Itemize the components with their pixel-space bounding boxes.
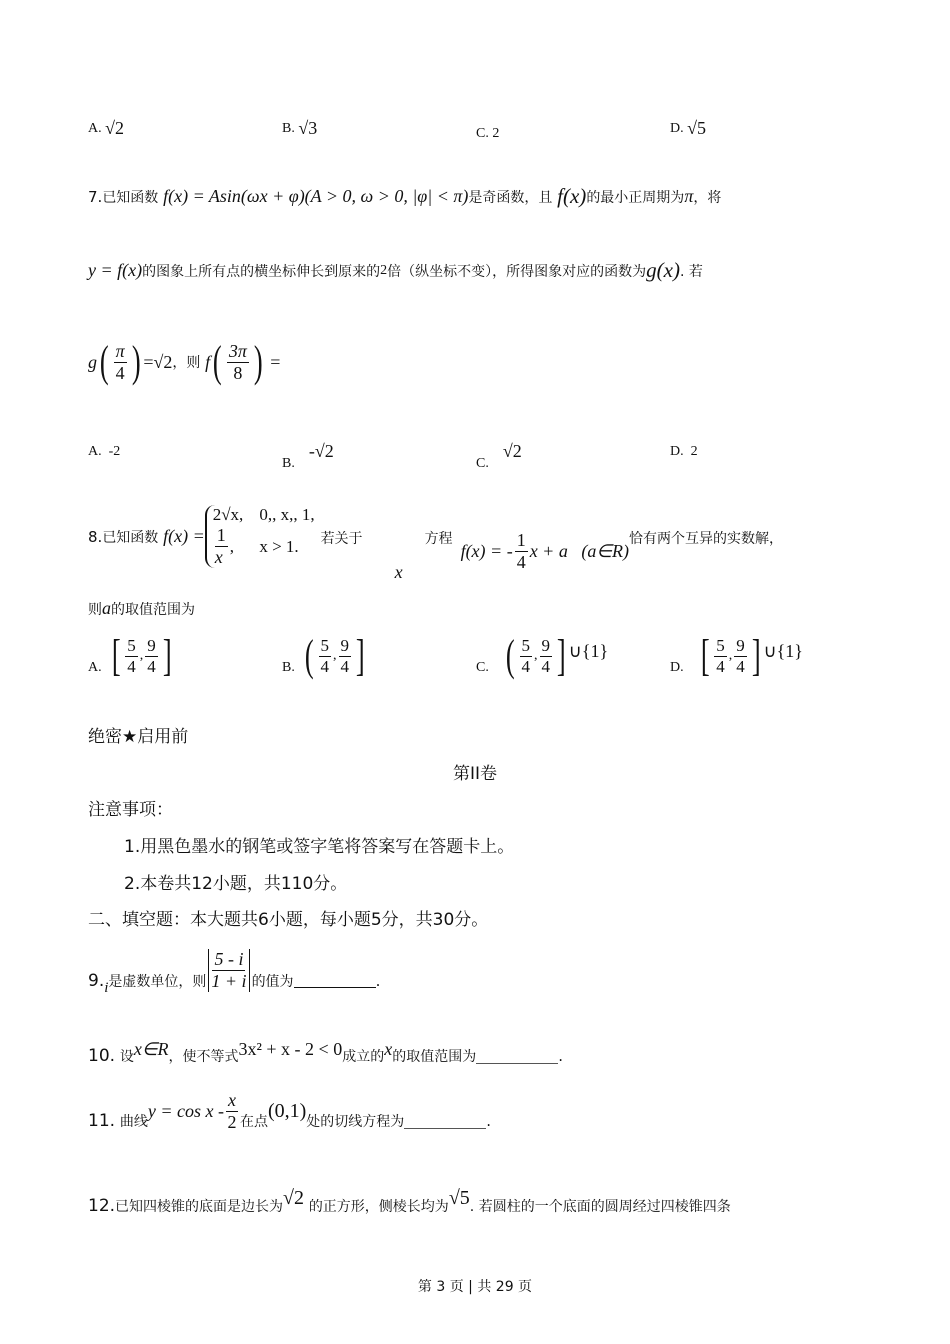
option-label: B. [282,660,295,675]
option-value: √5 [687,118,707,138]
text: 恰有两个互异的实数解， [629,531,783,547]
option-label: C. [476,126,489,141]
option-label: D. [670,444,684,459]
q8-line2 [88,598,195,619]
question-number: 12. [88,1196,116,1216]
text: 是虚数单位，则 [108,973,207,990]
math-expr: f(x) = [163,526,205,546]
text: 若关于 [320,531,363,547]
text: 的正方形，侧棱长均为 [308,1199,449,1215]
math-expr: √5 [448,1186,470,1209]
q12 [88,1180,731,1216]
extra: ∪{1} [568,640,609,661]
math-expr: g [88,351,97,372]
q6-option-a [88,118,124,139]
text: 处的切线方程为 [306,1114,405,1131]
bracket: [ [700,631,710,680]
math-expr: 3x² + x - 2 < 0 [238,1038,343,1059]
case-expr: 2√x, [212,505,244,525]
numerator: 9 [147,635,156,655]
q8-line1 [88,490,783,583]
math-expr: i [104,980,109,996]
text: ，则 [172,355,201,371]
bracket: ] [556,631,566,680]
option-value: -√2 [308,440,334,461]
text: 已知函数 [102,189,159,206]
option-value: -2 [108,444,121,459]
option-label: C. [476,456,489,471]
denominator: x [214,547,223,567]
q8-option-d: D. [ $\frac{5}{4}$ , $\frac{9}{4}$ ] ∪{1} [670,631,803,680]
q8-option-b: B. ( $\frac{5}{4}$ , $\frac{9}{4}$ ] [282,631,365,680]
text: . [375,971,381,990]
piecewise-function [205,505,315,567]
denominator: 1 + i [211,971,247,991]
math-expr: a [102,598,111,618]
math-expr: x + a (a∈R) [529,541,629,561]
math-expr: =√2 [143,351,173,372]
q7-option-d [670,444,698,460]
denominator: 4 [340,656,349,676]
text: 的图象上所有点的横坐标伸长到原来的 [142,263,381,280]
case-cond: x > 1. [259,536,299,556]
math-expr: x [384,1038,393,1059]
text: 方程 [424,531,453,547]
numerator: x [227,1090,236,1110]
denominator: 4 [716,656,725,676]
math-expr: π [684,186,694,206]
option-value: √2 [105,118,125,138]
fraction [114,341,127,383]
text: 的值为 [251,973,294,990]
question-number: 9. [88,970,105,991]
text: 已知四棱锥的底面是边长为 [115,1199,284,1215]
case-comma: , [229,536,234,556]
secret-label: 绝密★启用前 [88,727,189,747]
numerator: 5 - i [214,949,244,970]
text: . 若圆柱的一个底面的圆周经过四棱锥四条 [469,1199,731,1215]
math-expr: y = f(x) [88,260,143,280]
numerator: 1 [216,525,226,546]
text: 是奇函数，且 [468,189,553,206]
numerator: 9 [340,635,349,655]
text: 则 [88,601,102,618]
numerator: 5 [716,635,725,655]
q6-option-d [670,118,706,139]
math-expr: f [205,351,211,372]
question-number: 7. [88,187,103,206]
denominator: 4 [541,656,550,676]
volume-title: 第II卷 [452,764,498,784]
q7-option-a [88,444,120,460]
denominator: 4 [147,656,156,676]
question-number: 11. [88,1111,116,1132]
math-expr: f(x) = - [460,541,513,561]
option-label: D. [670,660,684,675]
numerator: 1 [516,530,526,551]
option-label: A. [88,120,102,136]
option-label: C. [476,660,489,675]
bracket: ] [355,631,365,680]
bracket: ] [162,631,172,680]
answer-blank[interactable] [476,1049,558,1064]
math-expr: √2 [283,1186,305,1209]
q9 [88,944,380,997]
text: . [486,1112,492,1131]
numerator: 9 [736,635,745,655]
answer-blank[interactable] [404,1114,486,1129]
bracket: ] [751,631,761,680]
note-item: 1.用黑色墨水的钢笔或签字笔将答案写在答题卡上。 [124,837,515,857]
text: . [558,1047,563,1065]
option-label: D. [670,120,684,136]
bracket: [ [111,631,121,680]
math-expr: (0,1) [267,1099,307,1122]
text: 的取值范围为 [392,1049,477,1065]
case-cond: 0,, x,, 1, [259,505,315,525]
denominator: 4 [127,656,136,676]
page-footer: 第 3 页 | 共 29 页 [417,1279,533,1295]
text: 2 [380,262,388,278]
option-value: 2 [690,444,698,459]
text: 在点 [239,1114,268,1131]
math-expr: y = cos x - [147,1100,224,1121]
text: 的最小正周期为 [586,189,685,206]
q7-line3: g ( $\frac{\pi}{4}$ ) =√2 ，则 f ( $\frac{3\pi}{8}$ ) = [88,337,281,386]
text: 倍（纵坐标不变），所得图象对应的函数为 [387,263,647,280]
math-expr: g(x) [646,258,680,282]
answer-blank[interactable] [294,973,376,988]
q6-option-c [476,126,499,142]
text: 的取值范围为 [111,601,195,618]
q7-line1 [88,184,721,209]
option-value: 2 [492,126,500,141]
q11 [88,1090,491,1132]
numerator: π [115,340,125,361]
text: . 若 [679,263,703,280]
bracket: ( [505,631,515,680]
math-expr: x∈R [133,1038,169,1059]
q7-option-c [476,430,522,472]
math-expr: x [394,562,403,582]
math-expr: f(x) = Asin(ωx + φ)(A > 0, ω > 0, |φ| < π) [163,186,469,206]
q7-line2 [88,258,703,283]
denominator: 4 [736,656,745,676]
denominator: 2 [227,1111,237,1132]
option-label: A. [88,660,102,675]
notes-title: 注意事项： [88,800,173,820]
q7-option-b [282,430,334,472]
q10 [88,1032,563,1066]
denominator: 4 [516,552,526,572]
text: ，将 [693,189,722,206]
bracket: ( [304,631,314,680]
numerator: 3π [228,340,247,361]
text: 曲线 [119,1114,148,1131]
denominator: 4 [320,656,329,676]
text: 成立的 [342,1049,385,1065]
math-expr: = [270,351,281,372]
text: 已知函数 [102,529,159,546]
option-label: A. [88,444,102,459]
denominator: 4 [521,656,530,676]
q8-option-c: C. ( $\frac{5}{4}$ , $\frac{9}{4}$ ] ∪{1} [476,631,609,680]
text: ，使不等式 [168,1049,239,1065]
question-number: 10. [88,1046,116,1066]
note-item: 2.本卷共12小题，共110分。 [124,874,348,894]
section-heading: 二、填空题：本大题共6小题，每小题5分，共30分。 [88,910,489,930]
option-label: B. [282,456,295,471]
q6-option-b [282,118,317,139]
denominator: 8 [233,362,243,383]
option-label: B. [282,120,295,136]
option-value: √2 [502,440,522,461]
numerator: 5 [127,635,136,655]
text: 设 [119,1049,134,1065]
math-expr: f(x) [557,184,587,208]
option-value: √3 [298,118,318,138]
question-number: 8. [88,527,103,546]
fraction [227,341,249,383]
numerator: 9 [541,635,550,655]
q8-option-a: A. [ $\frac{5}{4}$ , $\frac{9}{4}$ ] [88,631,172,680]
denominator: 4 [115,362,125,383]
extra: ∪{1} [763,640,803,661]
numerator: 5 [521,635,530,655]
numerator: 5 [320,635,329,655]
